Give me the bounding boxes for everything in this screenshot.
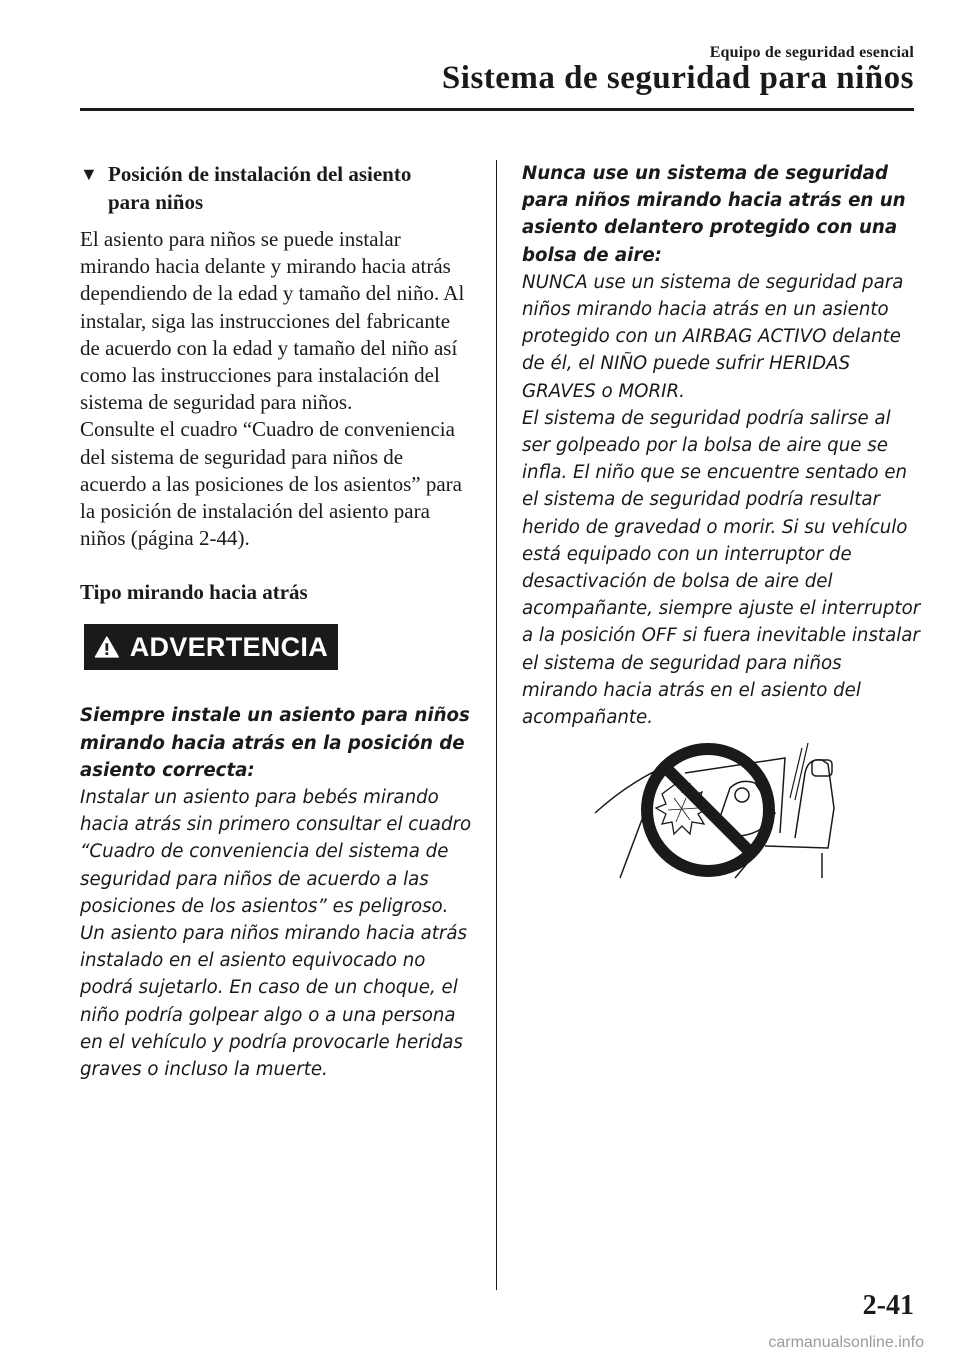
down-triangle-icon: ▼ [80, 164, 98, 184]
header-rule [80, 108, 914, 111]
warning-label-text: ADVERTENCIA [129, 631, 328, 662]
section-heading-line2: para niños [108, 190, 204, 214]
warning-title: Siempre instale un asiento para niños mirando hacia atrás en la posición de asiento correcta: [80, 705, 470, 781]
running-header-title: Sistema de seguridad para niños [441, 60, 914, 96]
section-heading-line1: Posición de instalación del asiento [108, 162, 412, 186]
section-heading-cont [80, 188, 472, 216]
subheading: Tipo mirando hacia atrás [80, 580, 308, 605]
footer-watermark[interactable]: carmanualsonline.info [768, 1334, 924, 1351]
warning-text-right-1: NUNCA use un sistema de seguridad para niños mirando hacia atrás en un asiento protegido con un AIRBAG ACTIVO delante de él, el NIÑO puede sufrir HERIDAS GRAVES o MORIR. [522, 271, 904, 402]
left-column [80, 160, 472, 1083]
warning-text: Instalar un asiento para bebés mirando hacia atrás sin primero consultar el cuadro “Cuadro de conveniencia del sistema de seguridad para niños de acuerdo a las posiciones de los asientos” es peligroso. Un asiento para niños mirando hacia atrás instalado en el asiento equivocado no podrá sujetarlo. En caso de un choque, el niño podría golpear algo o a una persona en el vehículo y podría provocarle heridas graves o incluso la muerte. [80, 787, 472, 1081]
body-paragraph: El asiento para niños se puede instalar mirando hacia delante y mirando hacia atrás dependiendo de la edad y tamaño del niño. Al instalar, siga las instrucciones del fabricante de acuerdo con la edad y tamaño del niño así como las instrucciones para instalación del sistema de seguridad para niños. Consulte el cuadro “Cuadro de conveniencia del sistema de seguridad para niños de acuerdo a las posiciones de los asientos” para la posición de instalación del asiento para niños (página 2-44). [80, 227, 465, 551]
right-column [522, 160, 922, 731]
running-header-kicker: Equipo de seguridad esencial [709, 44, 914, 61]
section-heading [80, 160, 472, 188]
warning-triangle-icon [94, 632, 120, 662]
column-divider [496, 160, 497, 1290]
warning-title-right: Nunca use un sistema de seguridad para niños mirando hacia atrás en un asiento delantero protegido con una bolsa de aire: [522, 163, 906, 266]
page-number: 2-41 [862, 1290, 914, 1321]
prohibited-airbag-icon [590, 728, 870, 883]
warning-block-left [80, 702, 472, 1083]
warning-text-right-2: El sistema de seguridad podría salirse al ser golpeado por la bolsa de aire que se infla. El niño que se encuentre sentado en el sistema de seguridad podría resultar herido de gravedad o morir. Si su vehículo está equipado con un interruptor de desactivación de bolsa de aire del acompañante, siempre ajuste el interruptor a la posición OFF si fuera inevitable instalar el sistema de seguridad para niños mirando hacia atrás en el asiento del acompañante. [522, 407, 921, 729]
warning-block-right [522, 160, 922, 731]
warning-label [84, 624, 338, 670]
